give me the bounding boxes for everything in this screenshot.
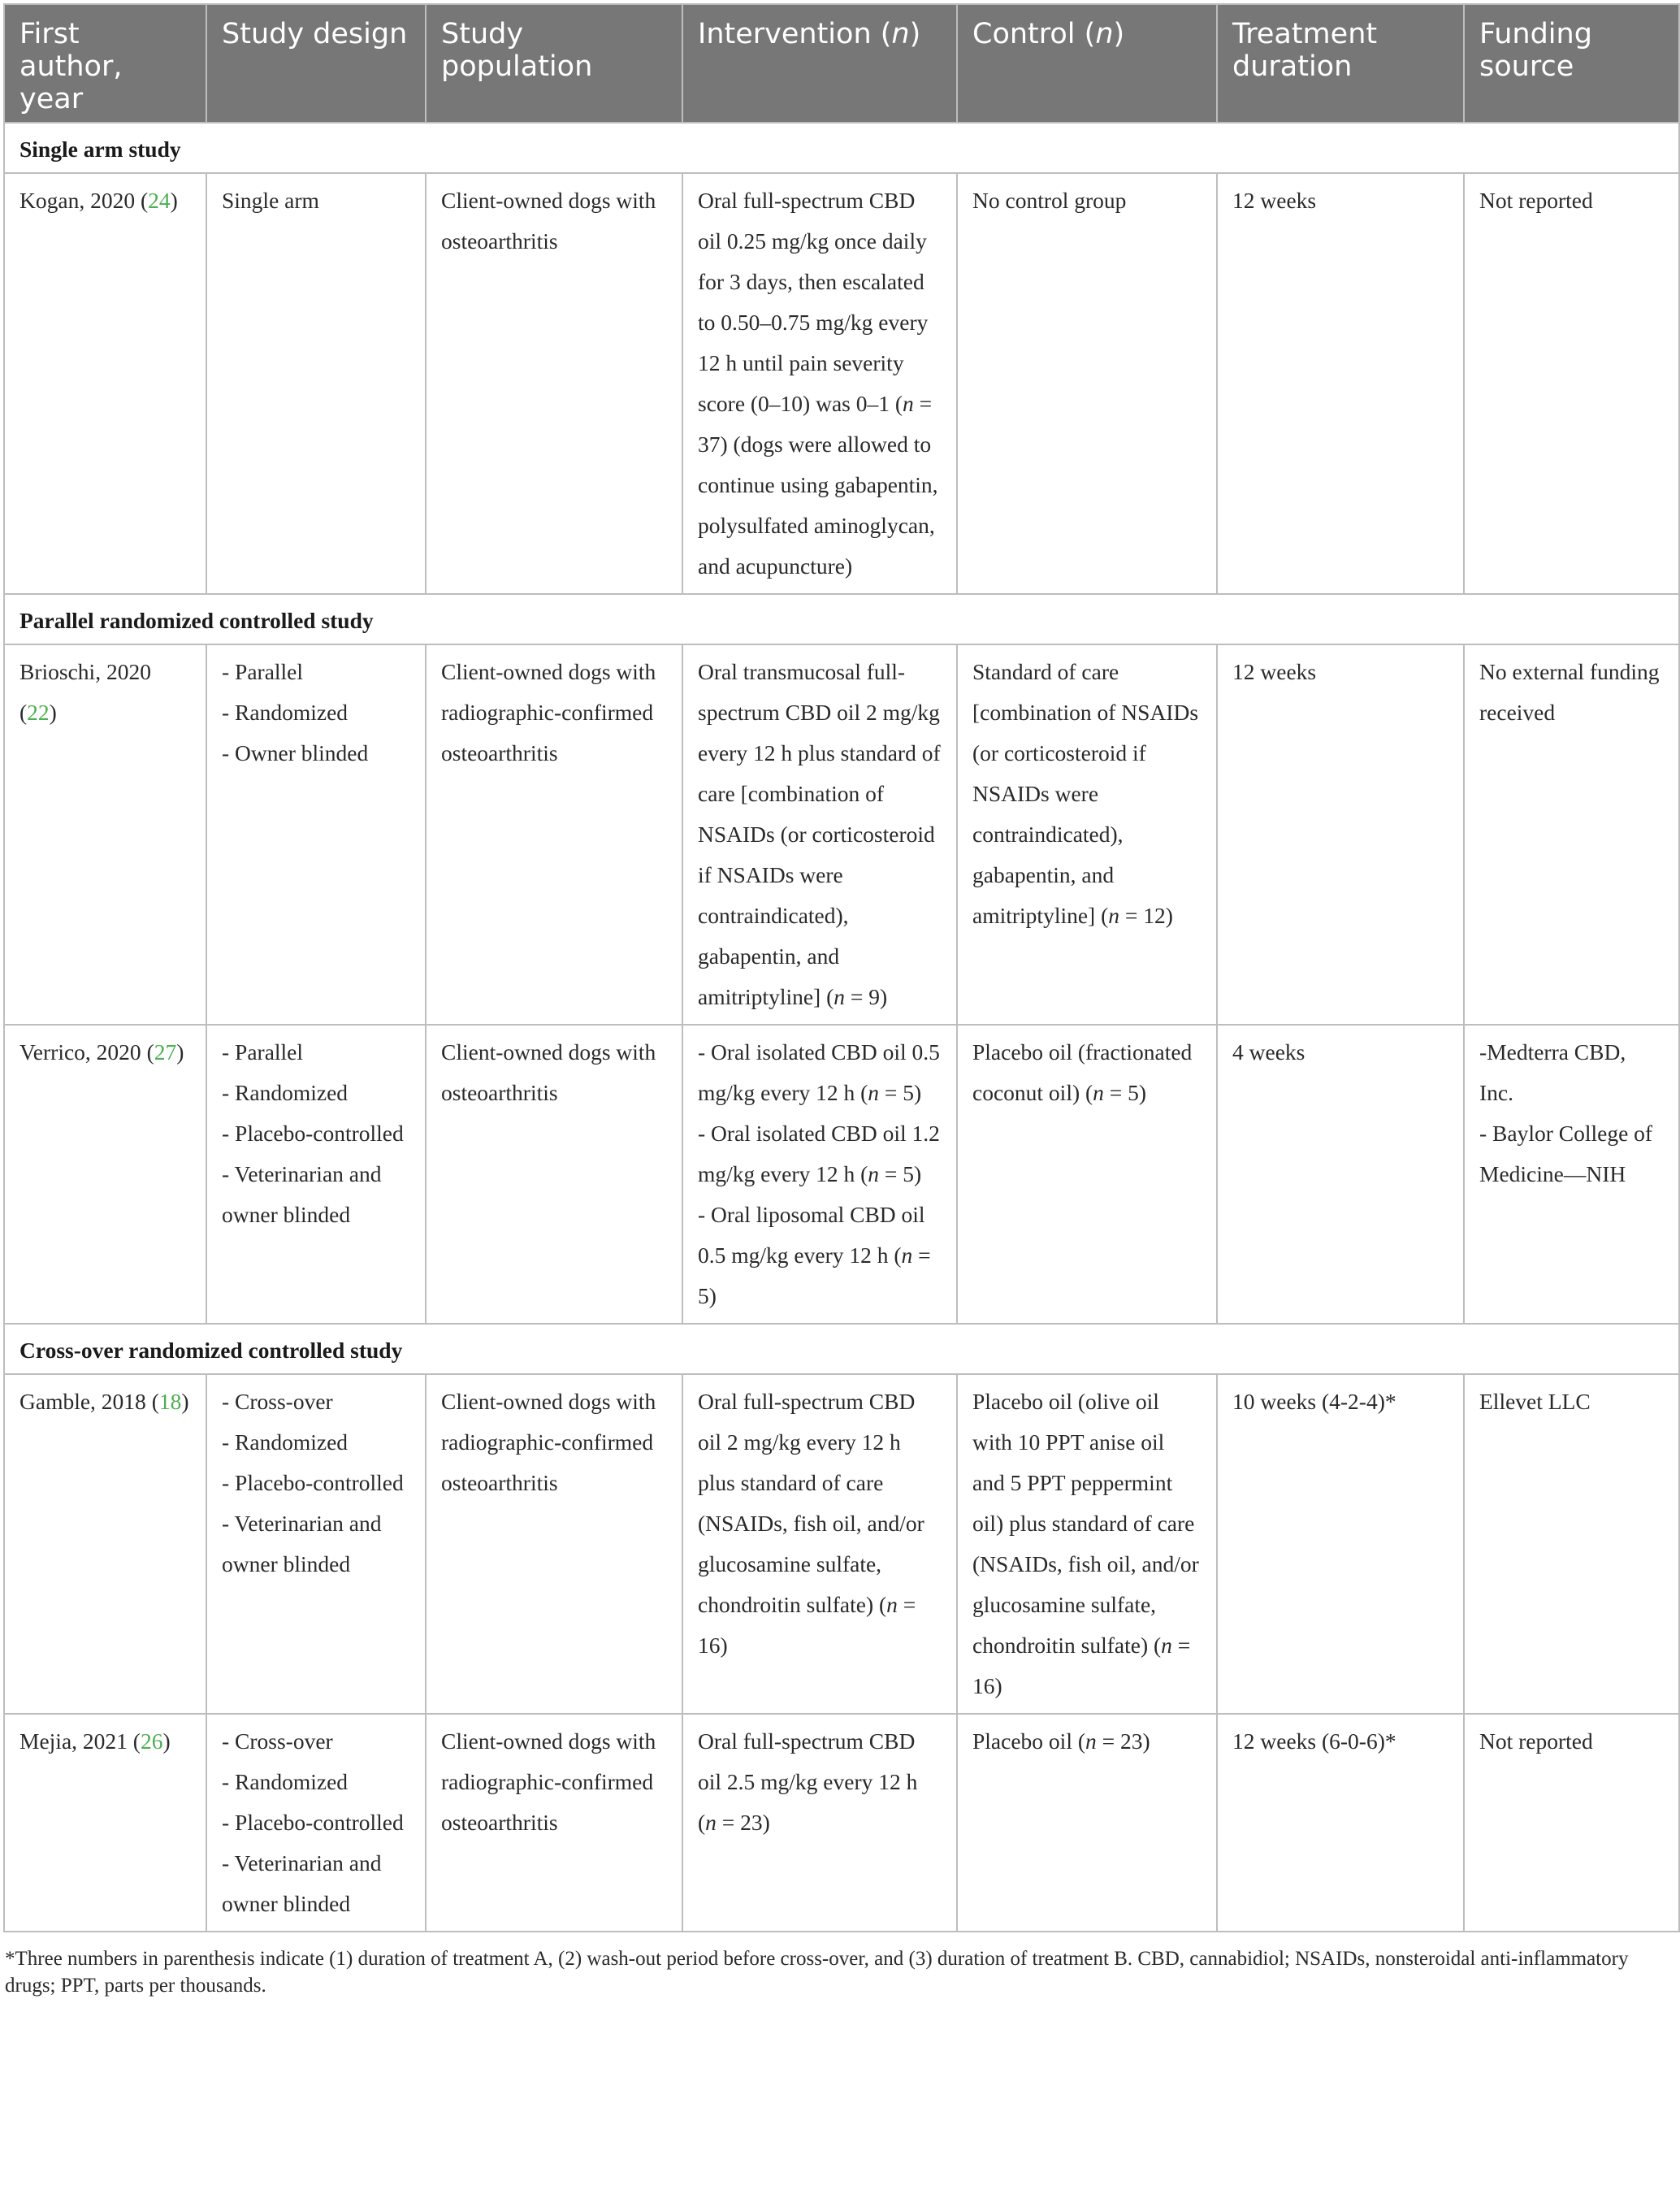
study-design-line: - Randomized (222, 1769, 349, 1794)
header-study-population: Study population (426, 4, 682, 123)
funding-line: - Baylor College of Medicine—NIH (1479, 1121, 1653, 1186)
funding-line: Ellevet LLC (1479, 1389, 1591, 1414)
table-row (4, 173, 1679, 594)
header-intervention: Intervention (n) (682, 4, 957, 123)
header-funding-source: Funding source (1464, 4, 1679, 123)
funding-line: Not reported (1479, 188, 1593, 213)
funding-cell (1464, 1025, 1679, 1324)
intervention-cell (682, 644, 957, 1025)
reference-link[interactable]: 22 (27, 700, 50, 725)
funding-line: Not reported (1479, 1728, 1593, 1754)
duration-cell: 4 weeks (1217, 1025, 1464, 1324)
reference-link[interactable]: 26 (140, 1728, 163, 1754)
study-design-line: - Parallel (222, 1039, 304, 1065)
author-cell: Brioschi, 2020 (22) (4, 644, 206, 1025)
study-table (3, 3, 1680, 1932)
author-cell: Verrico, 2020 (27) (4, 1025, 206, 1324)
intervention-line: Oral full-spectrum CBD oil 2 mg/kg every 12 h plus standard of care (NSAIDs, fish oil, and/or glucosamine sulfate, chondroitin sulfate) (n = 16) (698, 1389, 924, 1658)
reference-link[interactable]: 24 (148, 188, 171, 213)
study-design-line: - Veterinarian and owner blinded (222, 1511, 382, 1576)
control-line: Placebo oil (n = 23) (972, 1728, 1150, 1754)
control-cell (957, 173, 1217, 594)
section-row (4, 123, 1679, 173)
population-cell: Client-owned dogs with radiographic-confirmed osteoarthritis (426, 1714, 682, 1932)
funding-cell (1464, 173, 1679, 594)
study-design-line: - Owner blinded (222, 740, 369, 765)
table-row (4, 644, 1679, 1025)
study-design-cell (206, 1025, 426, 1324)
header-treatment-duration: Treatment duration (1217, 4, 1464, 123)
population-cell: Client-owned dogs with radiographic-confirmed osteoarthritis (426, 1374, 682, 1714)
section-title: Single arm study (4, 123, 1679, 173)
author-cell: Gamble, 2018 (18) (4, 1374, 206, 1714)
header-first-author-year: First author, year (4, 4, 206, 123)
control-line: Placebo oil (olive oil with 10 PPT anise oil and 5 PPT peppermint oil) plus standard of care (NSAIDs, fish oil, and/or glucosamine sulfate, chondroitin sulfate) (n = 16) (972, 1389, 1199, 1698)
page (3, 3, 1678, 1999)
reference-link[interactable]: 18 (158, 1389, 182, 1414)
intervention-line: Oral full-spectrum CBD oil 0.25 mg/kg once daily for 3 days, then escalated to 0.50–0.75 mg/kg every 12 h until pain severity score (0–10) was 0–1 (n = 37) (dogs were allowed to continue using gabapentin, polysulfated aminoglycan, and acupuncture) (698, 188, 938, 579)
table-row (4, 1374, 1679, 1714)
population-cell: Client-owned dogs with osteoarthritis (426, 173, 682, 594)
control-line: No control group (972, 188, 1127, 213)
intervention-line: Oral full-spectrum CBD oil 2.5 mg/kg every 12 h (n = 23) (698, 1728, 918, 1835)
funding-cell (1464, 1714, 1679, 1932)
reference-link[interactable]: 27 (154, 1039, 177, 1065)
study-design-cell (206, 1374, 426, 1714)
duration-cell: 12 weeks (1217, 644, 1464, 1025)
study-design-line: - Randomized (222, 700, 349, 725)
table-row (4, 1714, 1679, 1932)
author-cell: Mejia, 2021 (26) (4, 1714, 206, 1932)
intervention-cell (682, 1025, 957, 1324)
study-design-line: - Veterinarian and owner blinded (222, 1161, 382, 1227)
duration-cell: 12 weeks (6-0-6)* (1217, 1714, 1464, 1932)
section-row (4, 1324, 1679, 1374)
table-row (4, 1025, 1679, 1324)
study-design-line: - Cross-over (222, 1389, 333, 1414)
control-line: Placebo oil (fractionated coconut oil) (n = 5) (972, 1039, 1193, 1105)
header-row (4, 4, 1679, 123)
funding-cell (1464, 1374, 1679, 1714)
study-design-line: - Placebo-controlled (222, 1121, 404, 1146)
table-body (4, 123, 1679, 1932)
intervention-cell (682, 173, 957, 594)
control-line: Standard of care [combination of NSAIDs (or corticosteroid if NSAIDs were contraindicated), gabapentin, and amitriptyline] (n = 12) (972, 659, 1199, 928)
intervention-line: - Oral liposomal CBD oil 0.5 mg/kg every 12 h (n = 5) (698, 1202, 931, 1308)
study-design-line: - Veterinarian and owner blinded (222, 1850, 382, 1916)
header-control: Control (n) (957, 4, 1217, 123)
control-cell (957, 1714, 1217, 1932)
study-design-line: - Placebo-controlled (222, 1810, 404, 1835)
table-footnote: *Three numbers in parenthesis indicate (1) duration of treatment A, (2) wash-out period before cross-over, and (3) duration of treatment B. CBD, cannabidiol; NSAIDs, nonsteroidal anti-inflammatory drugs; PPT, parts per thousands. (5, 1948, 1629, 1997)
funding-cell (1464, 644, 1679, 1025)
study-design-line: - Cross-over (222, 1728, 333, 1754)
funding-line: -Medterra CBD, Inc. (1479, 1039, 1626, 1105)
header-study-design: Study design (206, 4, 426, 123)
author-cell: Kogan, 2020 (24) (4, 173, 206, 594)
study-design-cell (206, 644, 426, 1025)
control-cell (957, 1025, 1217, 1324)
control-cell (957, 644, 1217, 1025)
intervention-line: Oral transmucosal full-spectrum CBD oil 2 mg/kg every 12 h plus standard of care [combination of NSAIDs (or corticosteroid if NSAIDs were contraindicated), gabapentin, and amitriptyline] (n = 9) (698, 659, 941, 1009)
duration-cell: 12 weeks (1217, 173, 1464, 594)
intervention-cell (682, 1374, 957, 1714)
study-design-line: - Placebo-controlled (222, 1470, 404, 1495)
population-cell: Client-owned dogs with osteoarthritis (426, 1025, 682, 1324)
intervention-line: - Oral isolated CBD oil 1.2 mg/kg every 12 h (n = 5) (698, 1121, 940, 1186)
intervention-line: - Oral isolated CBD oil 0.5 mg/kg every 12 h (n = 5) (698, 1039, 940, 1105)
intervention-cell (682, 1714, 957, 1932)
duration-cell: 10 weeks (4-2-4)* (1217, 1374, 1464, 1714)
section-row (4, 594, 1679, 644)
section-title: Parallel randomized controlled study (4, 594, 1679, 644)
study-design-line: Single arm (222, 188, 319, 213)
population-cell: Client-owned dogs with radiographic-confirmed osteoarthritis (426, 644, 682, 1025)
study-design-line: - Parallel (222, 659, 304, 684)
study-design-cell (206, 1714, 426, 1932)
study-design-line: - Randomized (222, 1429, 349, 1455)
study-design-cell (206, 173, 426, 594)
control-cell (957, 1374, 1217, 1714)
section-title: Cross-over randomized controlled study (4, 1324, 1679, 1374)
study-design-line: - Randomized (222, 1080, 349, 1105)
funding-line: No external funding received (1479, 659, 1660, 725)
